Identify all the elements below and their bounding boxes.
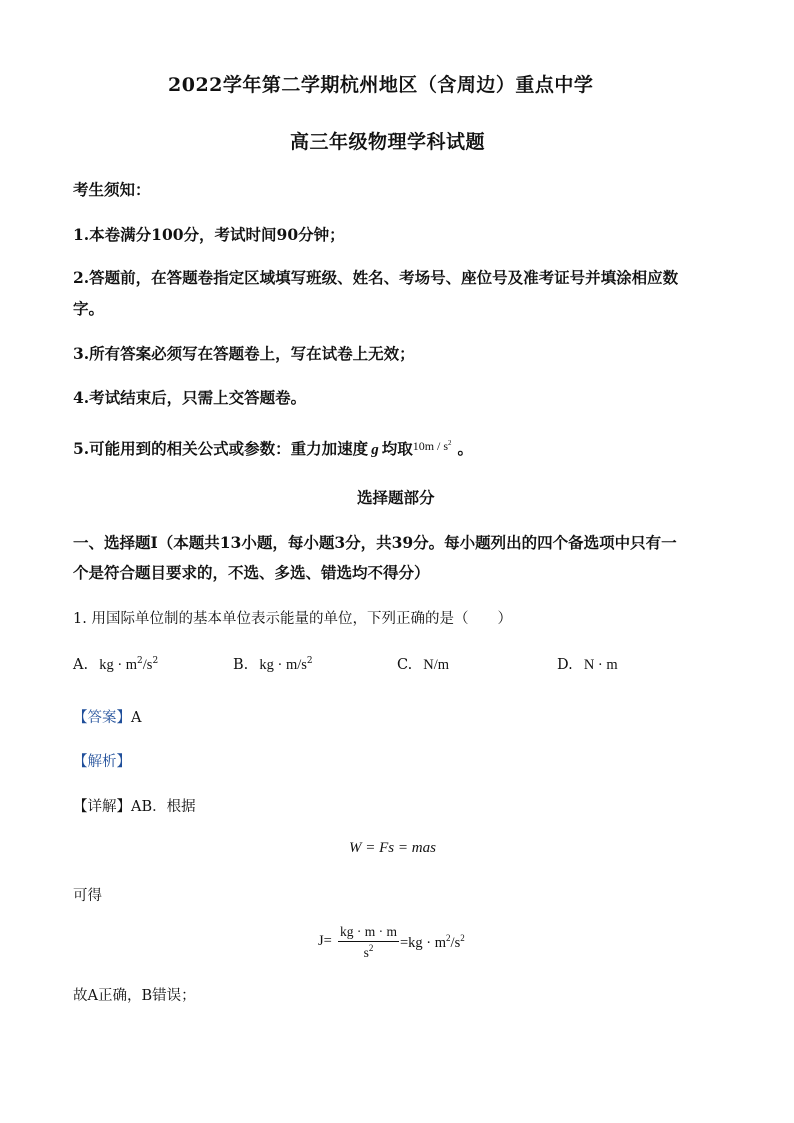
page-title: 2022学年第二学期杭州地区（含周边）重点中学 (168, 74, 594, 96)
formula-joule-lhs: J= (318, 933, 332, 949)
formula-joule-rhs: $=kg \cdot m^2/s^2$ (400, 933, 465, 951)
derive-text: 可得 (73, 888, 102, 904)
fraction-numerator: kg · m · m (340, 924, 397, 939)
option-d: D. N · m (557, 657, 618, 673)
notice-item-2-line2: 字。 (73, 299, 105, 318)
question-1-stem: 1. 用国际单位制的基本单位表示能量的单位，下列正确的是（ ） (73, 611, 512, 627)
notice-item-5-suffix: 。 (457, 439, 474, 458)
notice-item-5-prefix: 5.可能用到的相关公式或参数：重力加速度 (73, 439, 369, 458)
notice-item-4: 4.考试结束后，只需上交答题卷。 (73, 388, 307, 407)
notice-item-1: 1.本卷满分100分，考试时间90分钟； (73, 225, 345, 244)
notice-item-3: 3.所有答案必须写在答题卷上，写在试卷上无效； (73, 344, 415, 363)
formula-joule-fraction (338, 924, 399, 961)
notice-item-5-mid: 均取 (381, 439, 413, 458)
answer-value: A (131, 710, 142, 726)
answer-tag: 【答案】 (73, 710, 131, 726)
section-title: 选择题部分 (357, 488, 435, 507)
notice-item-2-line1: 2.答题前，在答题卷指定区域填写班级、姓名、考场号、座位号及准考证号并填涂相应数 (73, 268, 679, 287)
detail-line (73, 795, 196, 816)
gravity-symbol: g (371, 442, 379, 458)
notice-item-5 (73, 437, 473, 459)
part1-instructions-line1: 一、选择题Ⅰ（本题共13小题，每小题3分，共39分。每小题列出的四个备选项中只有一 (73, 533, 677, 552)
gravity-value: 10m / s2 (412, 439, 452, 453)
formula-work: W = Fs = mas (349, 840, 436, 856)
part1-instructions-line2: 个是符合题目要求的，不选、多选、错选均不得分） (73, 563, 430, 582)
analysis-tag: 【解析】 (73, 754, 131, 770)
option-c: C. N/m (397, 657, 450, 673)
option-a: A. kg · $m^2/s^2$ (73, 656, 159, 673)
detail-text: AB．根据 (131, 799, 196, 815)
page-subtitle: 高三年级物理学科试题 (290, 131, 486, 153)
option-b: B. kg · $m/s^2$ (233, 656, 313, 673)
answer-line (73, 706, 141, 727)
fraction-denominator: $s^2$ (363, 943, 374, 960)
detail-tag: 【详解】 (73, 799, 131, 815)
fraction-bar (338, 941, 399, 942)
notice-heading: 考生须知： (73, 180, 151, 199)
conclusion-text: 故A正确，B错误； (73, 988, 196, 1004)
